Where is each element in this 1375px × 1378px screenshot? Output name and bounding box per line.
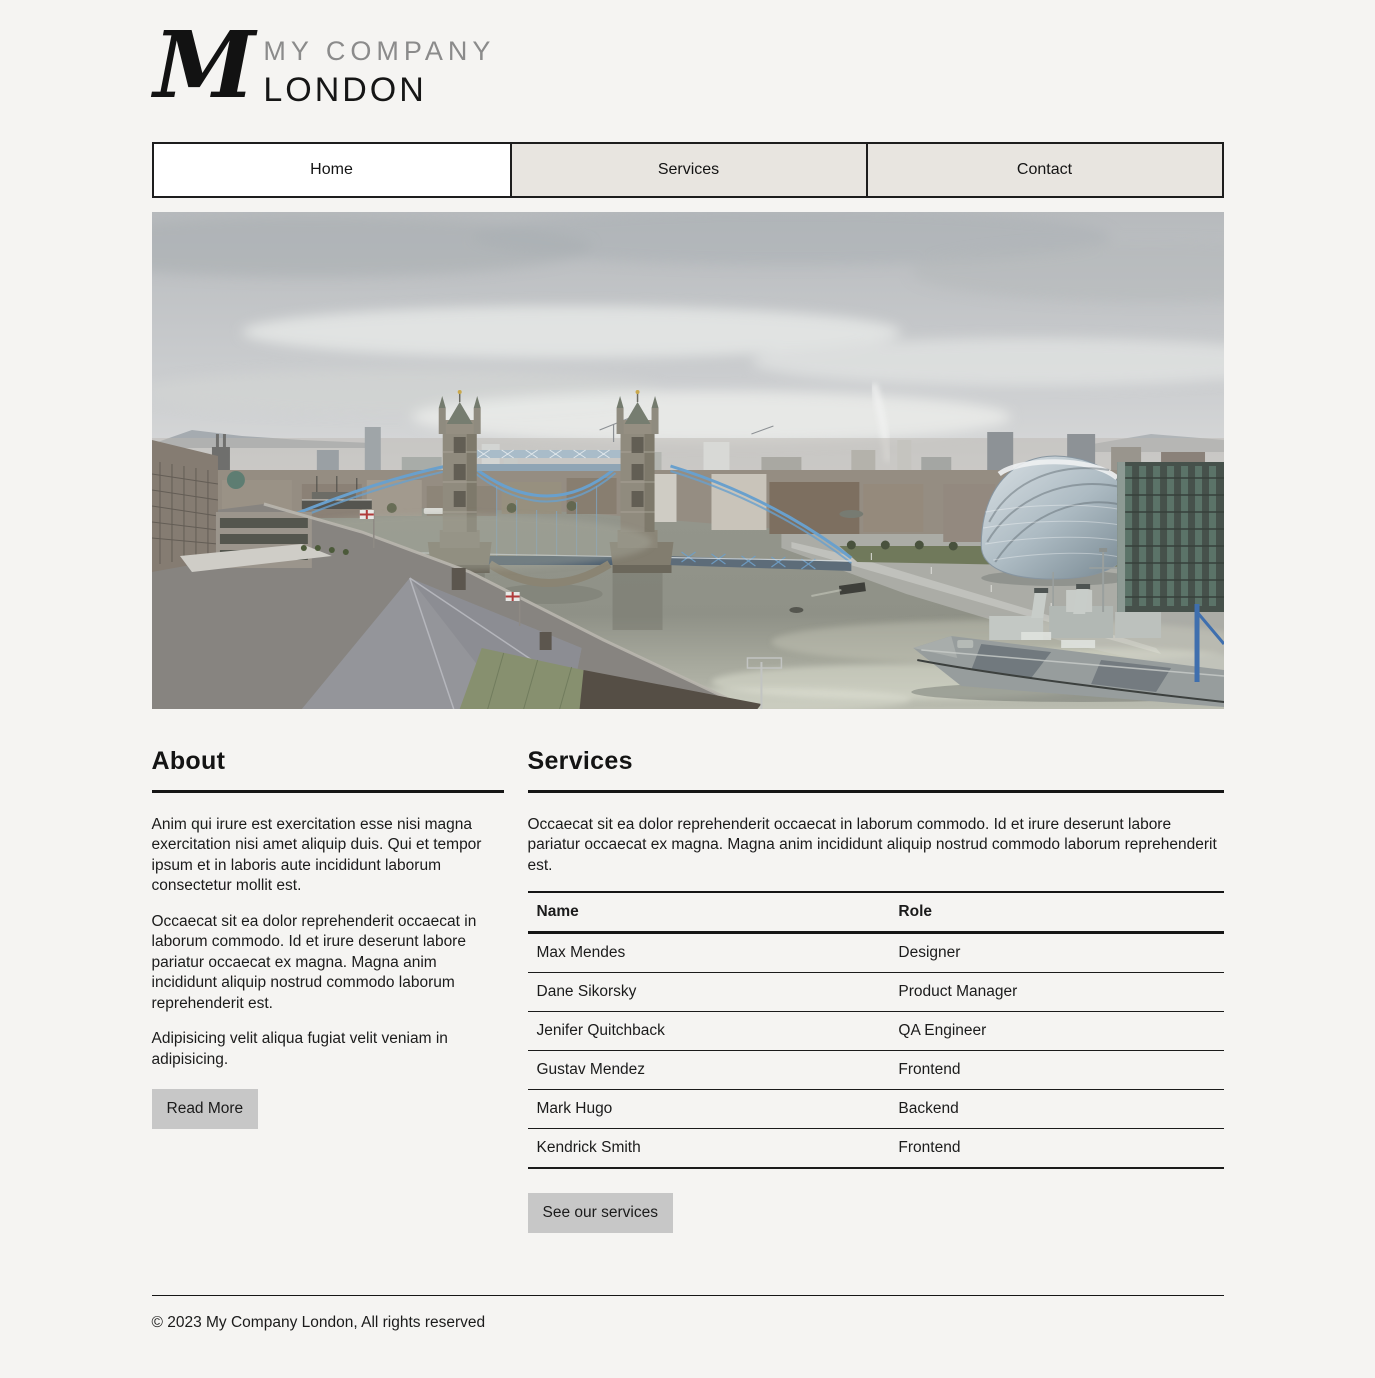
table-row xyxy=(528,1051,1224,1090)
see-our-services-button[interactable]: See our services xyxy=(528,1193,673,1233)
cell-role: Designer xyxy=(889,933,1223,973)
header xyxy=(152,11,1224,119)
about-title: About xyxy=(151,747,226,775)
cell-role: Backend xyxy=(889,1090,1223,1129)
table-row xyxy=(528,973,1224,1012)
cell-name: Kendrick Smith xyxy=(528,1129,890,1169)
london-tower-bridge-photo xyxy=(152,212,1224,709)
logo-company-name: MY COMPANY xyxy=(263,36,496,66)
table-header-name: Name xyxy=(528,892,890,933)
glass-office-building xyxy=(1117,462,1224,612)
about-paragraph: Adipisicing velit aliqua fugiat velit veniam in adipisicing. xyxy=(151,1030,448,1068)
services-intro: Occaecat sit ea dolor reprehenderit occaecat in laborum commodo. Id et irure deserunt labore pariatur occaecat ex magna. Magna anim incididunt aliquip nostrud commodo laborum reprehenderit est. xyxy=(527,816,1217,874)
cell-name: Max Mendes xyxy=(528,933,890,973)
logo-text xyxy=(263,30,495,110)
read-more-button[interactable]: Read More xyxy=(152,1089,259,1129)
services-title-rule xyxy=(528,790,1224,793)
nav-tab-services[interactable]: Services xyxy=(510,144,866,196)
cell-name: Dane Sikorsky xyxy=(528,973,890,1012)
about-paragraph: Occaecat sit ea dolor reprehenderit occaecat in laborum commodo. Id et irure deserunt labore pariatur occaecat ex magna. Magna anim incididunt aliquip nostrud commodo laborum reprehenderit est. xyxy=(151,912,477,1012)
table-row xyxy=(528,1129,1224,1169)
table-row xyxy=(528,1090,1224,1129)
table-header-role: Role xyxy=(889,892,1223,933)
nav-tab-contact[interactable]: Contact xyxy=(866,144,1222,196)
about-title-rule xyxy=(152,790,504,793)
table-row xyxy=(528,1012,1224,1051)
page-container xyxy=(152,0,1224,1378)
bridge-tower-right xyxy=(616,390,658,548)
main-nav xyxy=(152,142,1224,198)
company-logo xyxy=(152,11,1224,119)
cell-name: Mark Hugo xyxy=(528,1090,890,1129)
cell-role: QA Engineer xyxy=(889,1012,1223,1051)
table-row xyxy=(528,933,1224,973)
cell-name: Gustav Mendez xyxy=(528,1051,890,1090)
footer xyxy=(152,1295,1224,1377)
table-header-row xyxy=(528,892,1224,933)
cell-role: Product Manager xyxy=(889,973,1223,1012)
about-paragraph: Anim qui irure est exercitation esse nisi magna exercitation nisi amet aliquip duis. Qui et tempor ipsum et in laboris aute incididunt laborum consectetur mollit est. xyxy=(151,816,482,895)
logo-city-name: LONDON xyxy=(263,71,427,109)
services-section xyxy=(528,743,1224,1233)
about-section xyxy=(152,743,504,1233)
cell-name: Jenifer Quitchback xyxy=(528,1012,890,1051)
hero-image xyxy=(152,212,1224,709)
copyright-text: © 2023 My Company London, All rights reserved xyxy=(151,1314,486,1332)
team-table xyxy=(528,891,1224,1169)
cell-role: Frontend xyxy=(889,1129,1223,1169)
logo-monogram-icon: M xyxy=(153,11,252,119)
main-content xyxy=(152,743,1224,1233)
cell-role: Frontend xyxy=(889,1051,1223,1090)
services-title: Services xyxy=(527,747,633,775)
nav-tab-home[interactable]: Home xyxy=(154,144,510,196)
